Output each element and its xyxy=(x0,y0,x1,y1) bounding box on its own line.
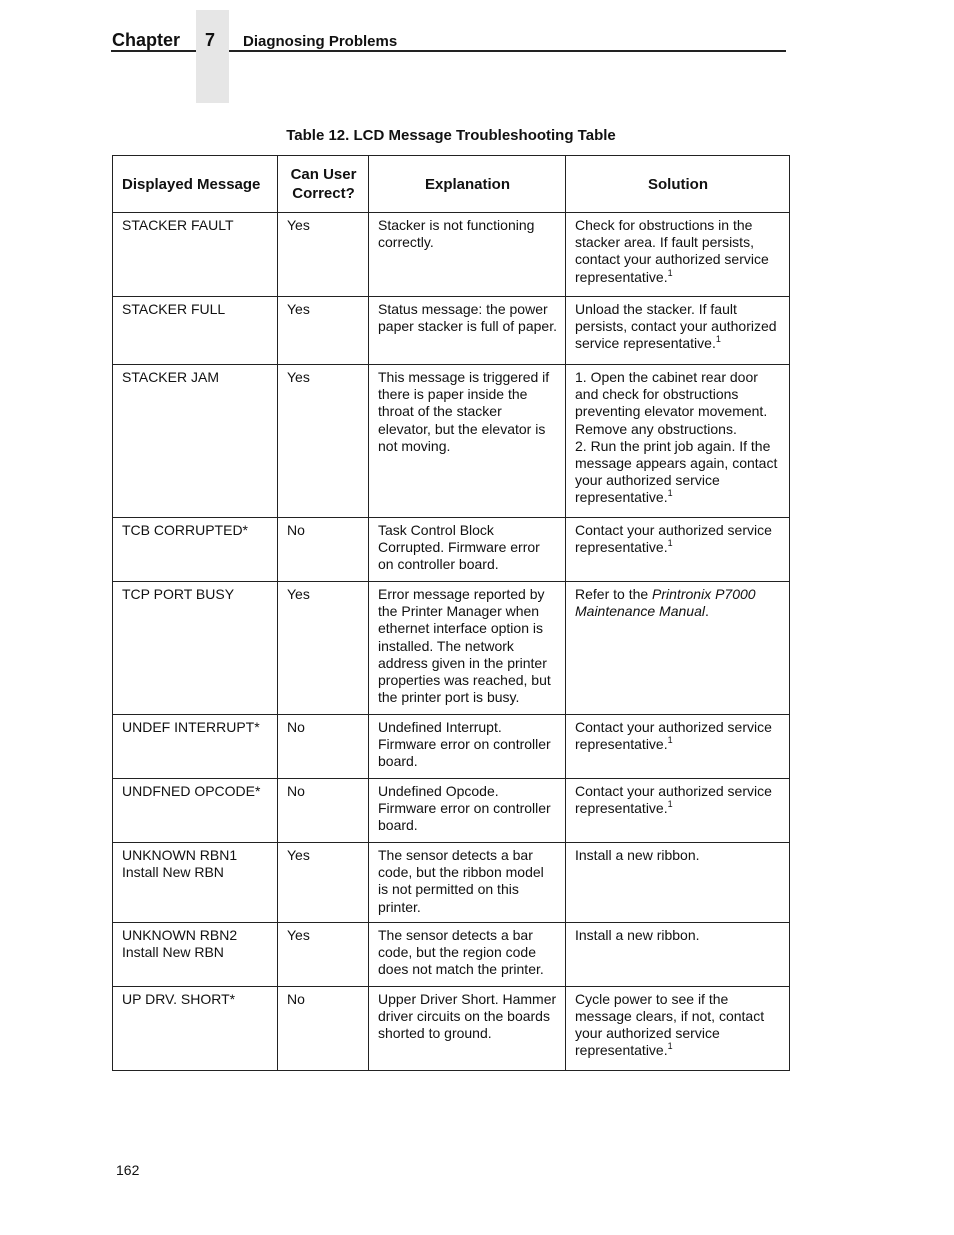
footnote-marker: 1 xyxy=(667,799,673,810)
solution-text-end: . xyxy=(704,603,709,620)
cell-explanation: The sensor detects a bar code, but the region code does not match the printer. xyxy=(369,922,566,986)
table-row xyxy=(113,843,790,923)
cell-correct: No xyxy=(278,715,369,779)
footnote-marker: 1 xyxy=(715,334,721,345)
cell-solution xyxy=(566,715,790,779)
cell-correct: Yes xyxy=(278,582,369,715)
cell-solution xyxy=(566,213,790,297)
cell-explanation: Error message reported by the Printer Manager when ethernet interface option is installed. The network address given in the printer properties was reached, but the printer port is busy. xyxy=(369,582,566,715)
header-rule-right xyxy=(229,50,786,52)
cell-explanation: This message is triggered if there is paper inside the throat of the stacker elevator, but the elevator is not moving. xyxy=(369,365,566,518)
solution-step-1: 1. Open the cabinet rear door and check for obstructions preventing elevator movement. Remove any obstructions. xyxy=(575,369,768,437)
footnote-marker: 1 xyxy=(667,488,673,499)
table-body xyxy=(113,213,790,1071)
cell-solution: Install a new ribbon. xyxy=(566,843,790,923)
cell-solution xyxy=(566,365,790,518)
cell-message: UNDEF INTERRUPT* xyxy=(113,715,278,779)
cell-correct: No xyxy=(278,518,369,582)
cell-explanation: Task Control Block Corrupted. Firmware error on controller board. xyxy=(369,518,566,582)
cell-explanation: Status message: the power paper stacker is full of paper. xyxy=(369,297,566,365)
cell-correct: No xyxy=(278,779,369,843)
message-line-1: UNKNOWN RBN1 xyxy=(122,847,238,863)
footnote-marker: 1 xyxy=(667,735,673,746)
cell-correct: Yes xyxy=(278,922,369,986)
table-row xyxy=(113,365,790,518)
cell-message: UP DRV. SHORT* xyxy=(113,986,278,1070)
cell-explanation: Upper Driver Short. Hammer driver circuits on the boards shorted to ground. xyxy=(369,986,566,1070)
cell-message: STACKER JAM xyxy=(113,365,278,518)
cell-explanation: Stacker is not functioning correctly. xyxy=(369,213,566,297)
table-row xyxy=(113,986,790,1070)
message-line-1: UNKNOWN RBN2 xyxy=(122,926,238,943)
cell-solution xyxy=(566,779,790,843)
table-caption-row xyxy=(0,127,954,144)
cell-correct: Yes xyxy=(278,843,369,923)
header-explanation: Explanation xyxy=(369,156,566,213)
table-row xyxy=(113,922,790,986)
cell-explanation: The sensor detects a bar code, but the ribbon model is not permitted on this printer. xyxy=(369,843,566,923)
cell-message: STACKER FAULT xyxy=(113,213,278,297)
footnote-marker: 1 xyxy=(667,1041,673,1052)
solution-text: Unload the stacker. If fault persists, contact your authorized service representative. xyxy=(575,301,777,352)
section-title: Diagnosing Problems xyxy=(243,33,398,50)
solution-text: Contact your authorized service representative. xyxy=(575,522,772,556)
cell-solution xyxy=(566,518,790,582)
footnote-marker: 1 xyxy=(667,267,673,278)
header-can-user-correct: Can User Correct? xyxy=(278,156,369,213)
table-header-row xyxy=(113,156,790,213)
cell-message: TCP PORT BUSY xyxy=(113,582,278,715)
table-row xyxy=(113,715,790,779)
message-line-2: Install New RBN xyxy=(122,944,224,961)
table-row xyxy=(113,779,790,843)
header-displayed-message: Displayed Message xyxy=(113,156,278,213)
cell-solution xyxy=(566,297,790,365)
solution-text: Contact your authorized service representative. xyxy=(575,719,772,753)
cell-correct: Yes xyxy=(278,365,369,518)
solution-text: Refer to the xyxy=(575,586,653,602)
cell-message: STACKER FULL xyxy=(113,297,278,365)
solution-text: Contact your authorized service representative. xyxy=(575,783,772,817)
message-line-2: Install New RBN xyxy=(122,864,224,881)
chapter-tab xyxy=(196,10,229,103)
solution-text: Cycle power to see if the message clears, if not, contact your authorized service representative. xyxy=(575,990,765,1059)
table-row xyxy=(113,518,790,582)
cell-explanation: Undefined Opcode. Firmware error on controller board. xyxy=(369,779,566,843)
table-row xyxy=(113,213,790,297)
header-solution: Solution xyxy=(566,156,790,213)
page-number: 162 xyxy=(116,1162,140,1178)
cell-message: TCB CORRUPTED* xyxy=(113,518,278,582)
footnote-marker: 1 xyxy=(667,538,673,549)
table-caption: Table 12. LCD Message Troubleshooting Table xyxy=(286,127,616,144)
table-row xyxy=(113,582,790,715)
cell-message xyxy=(113,922,278,986)
cell-solution: Install a new ribbon. xyxy=(566,922,790,986)
solution-text: Check for obstructions in the stacker area. If fault persists, contact your authorized service representative. xyxy=(575,217,769,285)
cell-message xyxy=(113,843,278,923)
cell-solution xyxy=(566,582,790,715)
solution-step-2: 2. Run the print job again. If the message appears again, contact your authorized service representative. xyxy=(575,437,778,506)
manual-reference: Printronix P7000 Maintenance Manual xyxy=(575,586,756,620)
chapter-label: Chapter xyxy=(112,30,181,50)
cell-correct: Yes xyxy=(278,297,369,365)
cell-message: UNDFNED OPCODE* xyxy=(113,779,278,843)
chapter-number: 7 xyxy=(205,30,216,50)
cell-explanation: Undefined Interrupt. Firmware error on controller board. xyxy=(369,715,566,779)
cell-correct: No xyxy=(278,986,369,1070)
cell-correct: Yes xyxy=(278,213,369,297)
troubleshooting-table xyxy=(112,155,790,1071)
cell-solution xyxy=(566,986,790,1070)
table-row xyxy=(113,297,790,365)
